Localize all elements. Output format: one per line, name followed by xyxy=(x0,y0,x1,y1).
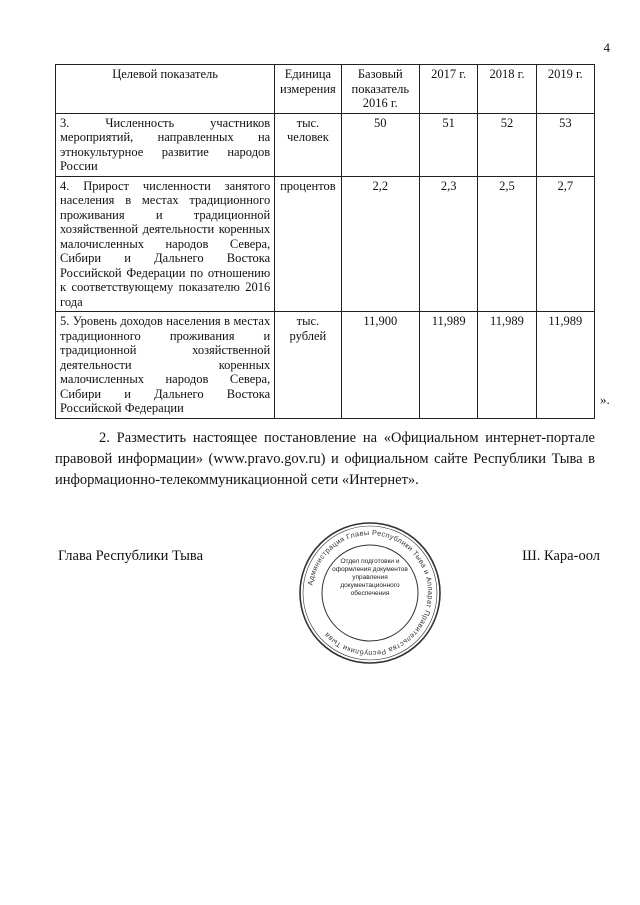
row-unit: тыс. рублей xyxy=(275,312,341,419)
row-2017: 11,989 xyxy=(420,312,478,419)
row-2017: 51 xyxy=(420,113,478,176)
header-indicator: Целевой показатель xyxy=(56,65,275,114)
table-row xyxy=(56,113,595,176)
table-header-row xyxy=(56,65,595,114)
official-stamp xyxy=(295,518,445,668)
stamp-center-text: Отдел подготовки и оформления документов управления документационного обеспечения xyxy=(332,558,408,597)
row-2018: 52 xyxy=(478,113,536,176)
row-indicator: 3. Численность участников мероприятий, направленных на этнокультурное развитие народов России xyxy=(56,113,275,176)
row-base: 50 xyxy=(341,113,419,176)
row-base: 2,2 xyxy=(341,176,419,312)
row-2019: 53 xyxy=(536,113,594,176)
row-unit: тыс. человек xyxy=(275,113,341,176)
signature-title: Глава Республики Тыва xyxy=(58,548,204,564)
row-2019: 2,7 xyxy=(536,176,594,312)
row-2017: 2,3 xyxy=(420,176,478,312)
table-row xyxy=(56,176,595,312)
indicators-table xyxy=(55,64,595,419)
stamp-ring-text: Администрация Главы Республики Тыва и Аппарат Правительства Республики Тыва xyxy=(305,527,436,659)
row-2018: 11,989 xyxy=(478,312,536,419)
header-2019: 2019 г. xyxy=(536,65,594,114)
header-2018: 2018 г. xyxy=(478,65,536,114)
resolution-paragraph: 2. Разместить настоящее постановление на «Официальном интернет-портале правовой информации» (www.pravo.gov.ru) и официальном сайте Республики Тыва в информационно-телекоммуникационной сети «Интернет». xyxy=(55,430,595,488)
row-unit: процентов xyxy=(275,176,341,312)
table-row xyxy=(56,312,595,419)
row-indicator: 4. Прирост численности занятого населения в местах традиционного проживания и традиционной хозяйственной деятельности коренных малочисленных народов Севера, Сибири и Дальнего Востока Российской Федерации по отношению к соответствующему показателю 2016 года xyxy=(56,176,275,312)
closing-quote: ». xyxy=(600,392,610,407)
row-indicator: 5. Уровень доходов населения в местах традиционного проживания и традиционной хозяйственной деятельности коренных малочисленных народов Севера, Сибири и Дальнего Востока Российской Федерации xyxy=(56,312,275,419)
row-2018: 2,5 xyxy=(478,176,536,312)
page-number: 4 xyxy=(603,40,610,55)
header-base: Базовый показатель 2016 г. xyxy=(341,65,419,114)
row-2019: 11,989 xyxy=(536,312,594,419)
header-2017: 2017 г. xyxy=(420,65,478,114)
signature-name: Ш. Кара-оол xyxy=(522,548,600,564)
row-base: 11,900 xyxy=(341,312,419,419)
header-unit: Единица измерения xyxy=(275,65,341,114)
